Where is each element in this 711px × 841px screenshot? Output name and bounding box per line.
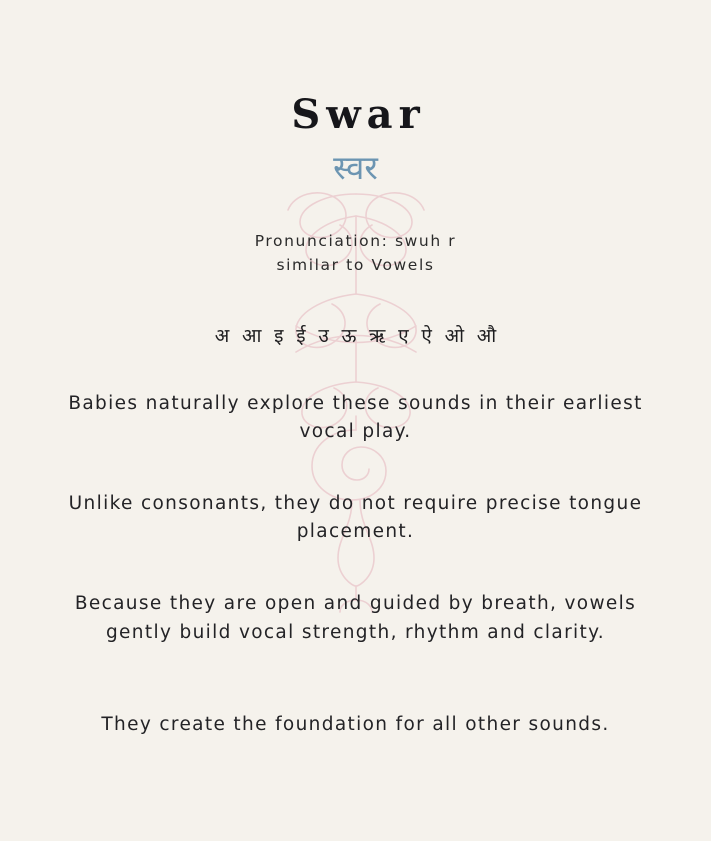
body-paragraph-1: Babies naturally explore these sounds in their earliest vocal play.: [68, 392, 643, 443]
pronunciation-line-2: similar to Vowels: [276, 255, 435, 274]
body-paragraph-2: Unlike consonants, they do not require precise tongue placement.: [68, 493, 643, 543]
page-title: Swar: [291, 91, 426, 138]
body-paragraph-4: They create the foundation for all other sounds.: [101, 713, 610, 735]
pronunciation-line-1: Pronunciation: swuh r: [254, 232, 457, 250]
body-paragraph-3: Because they are open and guided by breath, vowels gently build vocal strength, rhythm and clarity.: [74, 593, 637, 643]
vowel-letters-row: अ आ इ ई उ ऊ ऋ ए ऐ ओ औ: [214, 326, 501, 348]
pronunciation-block: [0, 186, 711, 277]
page-title-devanagari: स्वर: [333, 151, 378, 187]
